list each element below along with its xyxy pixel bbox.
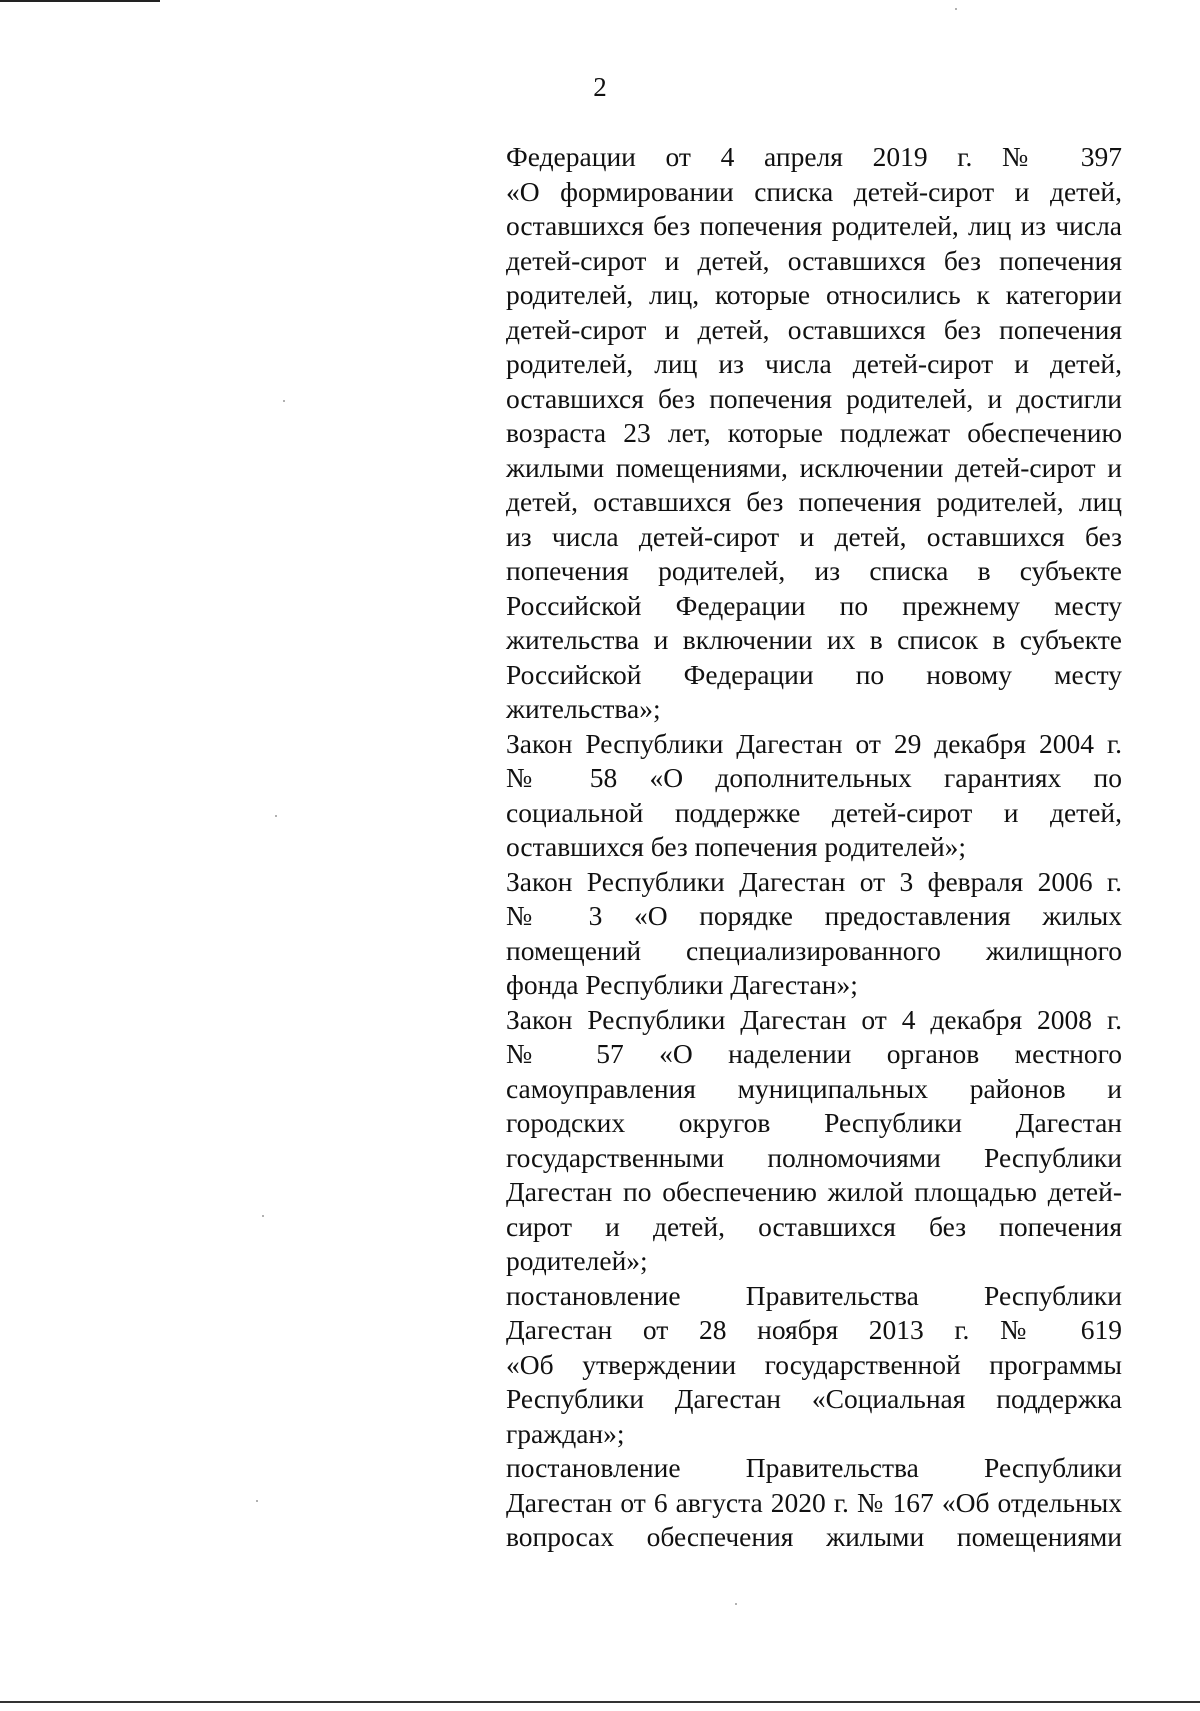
text-line: оставшихся без попечения родителей»;	[506, 831, 967, 862]
scan-speck	[955, 8, 957, 10]
text-line: Закон Республики Дагестан от 3 февраля 2006 г.	[506, 865, 1122, 897]
scan-speck	[262, 1215, 264, 1217]
text-line: из числа детей-сирот и детей, оставшихся без	[506, 520, 1122, 552]
text-line: № 57 «О наделении органов местного	[506, 1038, 1122, 1069]
text-line: городских округов Республики Дагестан	[506, 1107, 1122, 1138]
text-line: № 3 «О порядке предоставления жилых	[506, 900, 1122, 931]
text-line: жилыми помещениями, исключении детей-сирот и	[506, 451, 1122, 483]
text-line: возраста 23 лет, которые подлежат обеспечению	[506, 417, 1122, 448]
text-line: детей, оставшихся без попечения родителей, лиц	[506, 486, 1122, 517]
text-line: родителей, лиц из числа детей-сирот и детей,	[506, 348, 1122, 379]
text-line: Российской Федерации по прежнему месту	[506, 589, 1122, 621]
text-line: «Об утверждении государственной программы	[506, 1348, 1122, 1380]
text-line: Республики Дагестан «Социальная поддержка	[506, 1383, 1122, 1414]
text-line: Дагестан по обеспечению жилой площадью детей-	[506, 1176, 1122, 1207]
text-line: родителей»;	[506, 1245, 648, 1276]
text-line: Закон Республики Дагестан от 29 декабря 2004 г.	[506, 727, 1122, 759]
text-line: родителей, лиц, которые относились к категории	[506, 279, 1122, 310]
text-line: № 58 «О дополнительных гарантиях по	[506, 762, 1122, 793]
document-body	[506, 140, 1122, 1555]
text-line: самоуправления муниципальных районов и	[506, 1072, 1122, 1104]
text-line: оставшихся без попечения родителей, и достигли	[506, 382, 1122, 414]
text-line: Закон Республики Дагестан от 4 декабря 2008 г.	[506, 1003, 1122, 1035]
text-line: оставшихся без попечения родителей, лиц из числа	[506, 210, 1122, 241]
scan-speck	[275, 815, 277, 817]
text-line: государственными полномочиями Республики	[506, 1141, 1122, 1173]
text-line: жительства и включении их в список в субъекте	[506, 624, 1122, 655]
text-line: граждан»;	[506, 1417, 625, 1449]
text-line: детей-сирот и детей, оставшихся без попечения	[506, 313, 1122, 345]
scan-speck	[735, 1603, 737, 1605]
text-line: попечения родителей, из списка в субъекте	[506, 555, 1122, 586]
text-line: социальной поддержке детей-сирот и детей,	[506, 796, 1122, 828]
text-line: постановление Правительства Республики	[506, 1279, 1122, 1311]
text-line: постановление Правительства Республики	[506, 1452, 1122, 1483]
text-line: вопросах обеспечения жилыми помещениями	[506, 1521, 1122, 1552]
text-line: «О формировании списка детей-сирот и детей,	[506, 175, 1122, 207]
scan-speck	[283, 400, 285, 402]
text-line: Федерации от 4 апреля 2019 г. № 397	[506, 141, 1122, 172]
scan-speck	[256, 1500, 258, 1502]
scan-edge-bottom	[0, 1701, 1200, 1703]
text-line: помещений специализированного жилищного	[506, 934, 1122, 966]
text-line: сирот и детей, оставшихся без попечения	[506, 1210, 1122, 1242]
text-line: Российской Федерации по новому месту	[506, 658, 1122, 690]
text-line: Дагестан от 28 ноября 2013 г. № 619	[506, 1314, 1122, 1345]
page-number: 2	[593, 72, 607, 102]
text-line: жительства»;	[506, 693, 661, 724]
scan-edge-top	[0, 0, 160, 2]
text-line: детей-сирот и детей, оставшихся без попечения	[506, 244, 1122, 276]
text-line: фонда Республики Дагестан»;	[506, 969, 858, 1000]
text-line: Дагестан от 6 августа 2020 г. № 167 «Об отдельных	[506, 1486, 1122, 1518]
